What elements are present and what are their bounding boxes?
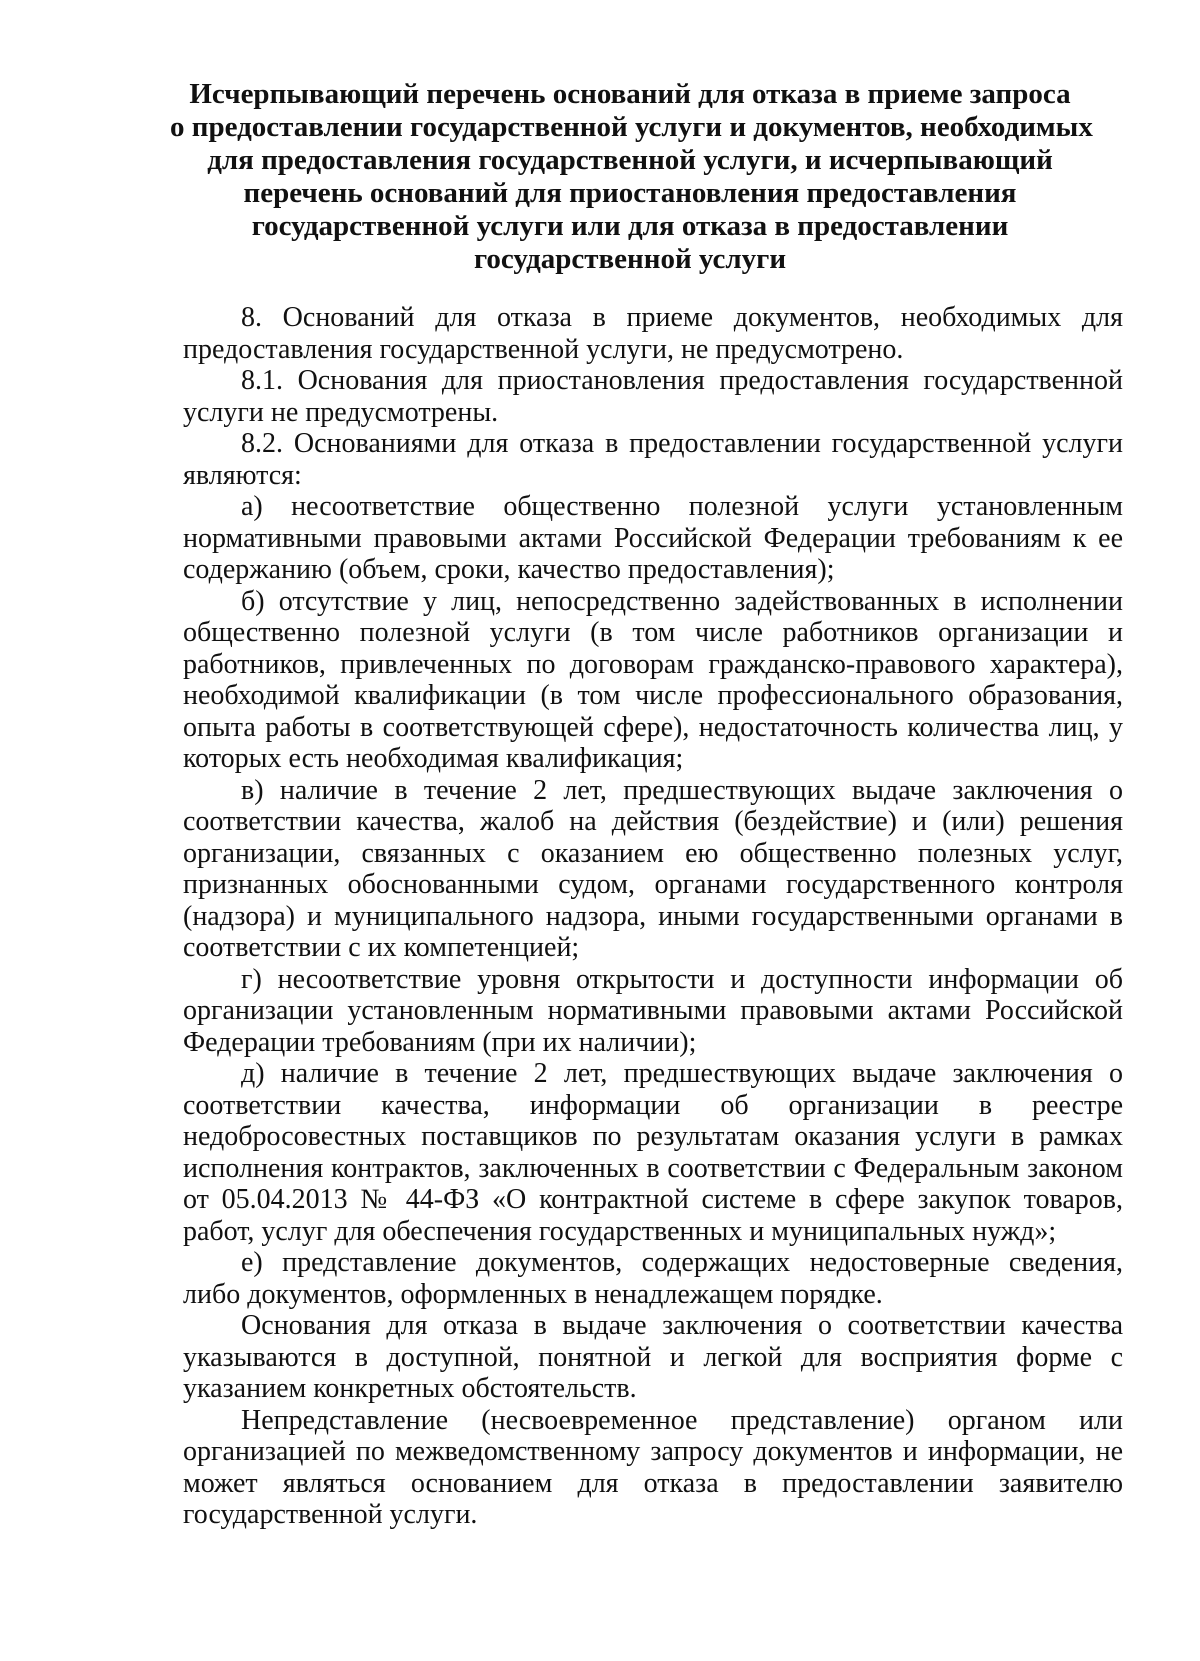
paragraph-refusal-grounds: Основания для отказа в выдаче заключения о соответствии качества указываются в доступной, понятной и легкой для восприятия форме с указанием конкретных обстоятельств. [183, 1310, 1123, 1404]
heading-line: перечень оснований для приостановления предоставления [243, 177, 1017, 209]
paragraph-8-2: 8.2. Основаниями для отказа в предоставлении государственной услуги являются: [183, 428, 1123, 491]
list-item-a: а) несоответствие общественно полезной услуги установленным нормативными правовыми актами Российской Федерации требованиям к ее содержанию (объем, сроки, качество предоставления); [183, 491, 1123, 585]
list-item-g: г) несоответствие уровня открытости и доступности информации об организации установленным нормативными правовыми актами Российской Федерации требованиям (при их наличии); [183, 963, 1123, 1058]
list-item-d: д) наличие в течение 2 лет, предшествующих выдаче заключения о соответствии качества, информации об организации в реестре недобросовестных поставщиков по результатам оказания услуги в рамках исполнения контрактов, заключенных в соответствии с Федеральным законом от 05.04.2013 № 44-ФЗ «О контрактной системе в сфере закупок товаров, работ, услуг для обеспечения государственных и муниципальных нужд»; [183, 1058, 1123, 1247]
paragraph-8: 8. Оснований для отказа в приеме документов, необходимых для предоставления государственной услуги, не предусмотрено. [183, 302, 1123, 365]
heading-line: для предоставления государственной услуги, и исчерпывающий [207, 144, 1053, 176]
document-body [183, 302, 1123, 1531]
paragraph-8-1: 8.1. Основания для приостановления предоставления государственной услуги не предусмотрены. [183, 365, 1123, 428]
heading-line: о предоставлении государственной услуги и документов, необходимых [170, 111, 1093, 143]
document-heading [170, 78, 1093, 276]
list-item-e: е) представление документов, содержащих недостоверные сведения, либо документов, оформленных в ненадлежащем порядке. [183, 1247, 1123, 1310]
list-item-v: в) наличие в течение 2 лет, предшествующих выдаче заключения о соответствии качества, жалоб на действия (бездействие) и (или) решения организации, связанных с оказанием ею общественно полезных услуг, признанных обоснованными судом, органами государственного контроля (надзора) и муниципального надзора, иными государственными органами в соответствии с их компетенцией; [183, 774, 1123, 963]
paragraph-interagency-request: Непредставление (несвоевременное представление) органом или организацией по межведомственному запросу документов и информации, не может являться основанием для отказа в предоставлении заявителю государственной услуги. [183, 1404, 1123, 1530]
list-item-b: б) отсутствие у лиц, непосредственно задействованных в исполнении общественно полезной услуги (в том числе работников организации и работников, привлеченных по договорам гражданско-правового характера), необходимой квалификации (в том числе профессионального образования, опыта работы в соответствующей сфере), недостаточность количества лиц, у которых есть необходимая квалификация; [183, 585, 1123, 774]
heading-line: государственной услуги [473, 243, 787, 275]
heading-line: Исчерпывающий перечень оснований для отказа в приеме запроса [189, 78, 1071, 110]
heading-line: государственной услуги или для отказа в предоставлении [251, 210, 1009, 242]
